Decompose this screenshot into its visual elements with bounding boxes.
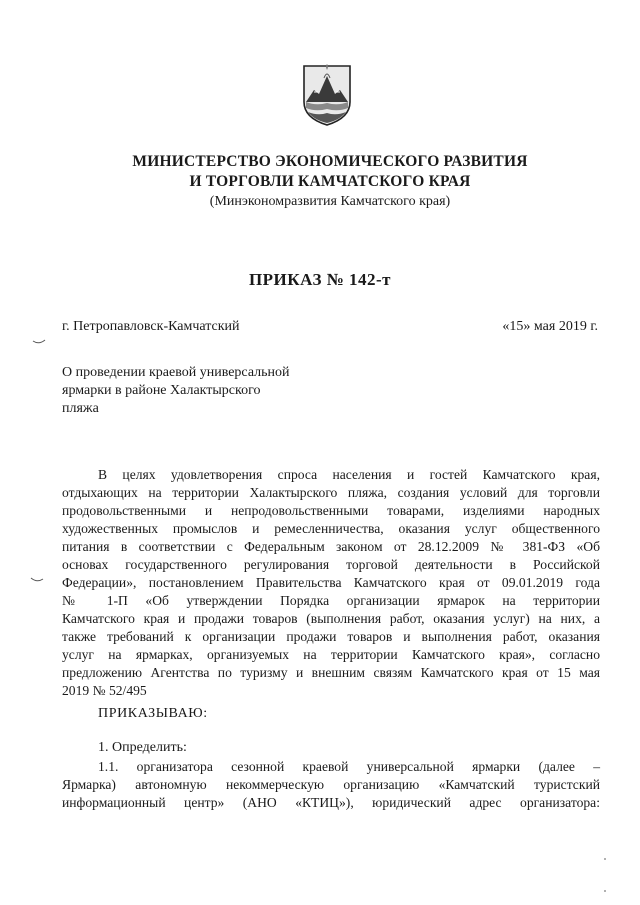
- scan-speck: [604, 858, 606, 860]
- preamble-line: питания в соответствии с Федеральным законом от 28.12.2009 № 381-ФЗ «Об: [62, 539, 600, 554]
- scan-mark: [32, 337, 46, 345]
- ministry-short-name: (Минэкономразвития Камчатского края): [209, 194, 451, 209]
- subject-line: О проведении краевой универсальной: [62, 365, 290, 380]
- item-1-1-line: Ярмарка) автономную некоммерческую организацию «Камчатский туристский: [62, 777, 600, 792]
- scan-mark: [30, 575, 44, 583]
- preamble-line: услуг на ярмарках, организуемых на территории Камчатского края», согласно: [62, 647, 600, 662]
- ministry-name-line-1: МИНИСТЕРСТВО ЭКОНОМИЧЕСКОГО РАЗВИТИЯ: [132, 153, 528, 170]
- preamble-line: предложению Агентства по туризму и внешним связям Камчатского края от 15 мая: [62, 665, 600, 680]
- subject-line: ярмарки в районе Халактырского: [62, 383, 261, 398]
- preamble-line: продовольственными и непродовольственными товарами, изделиями народных: [62, 503, 600, 518]
- subject-line: пляжа: [62, 401, 99, 416]
- ministry-name-line-2: И ТОРГОВЛИ КАМЧАТСКОГО КРАЯ: [189, 173, 471, 190]
- kamchatka-coat-of-arms-icon: [300, 62, 354, 128]
- preamble-line: основах государственного регулирования торговой деятельности в Российской: [62, 557, 600, 572]
- order-keyword: ПРИКАЗЫВАЮ:: [98, 706, 208, 721]
- item-1-1-line: информационный центр» (АНО «КТИЦ»), юридический адрес организатора:: [62, 795, 600, 810]
- item-1-heading: 1. Определить:: [98, 740, 187, 755]
- item-1-1-line: 1.1. организатора сезонной краевой универсальной ярмарки (далее –: [98, 759, 600, 774]
- preamble-paragraph: [62, 466, 600, 700]
- ministry-header: [60, 152, 600, 211]
- order-title: ПРИКАЗ № 142-т: [248, 270, 392, 289]
- preamble-line: В целях удовлетворения спроса населения и гостей Камчатского края,: [98, 467, 600, 482]
- preamble-line: Федерации», постановлением Правительства Камчатского края от 09.01.2019 года: [62, 575, 600, 590]
- preamble-line: Камчатского края и продажи товаров (выполнения работ, оказания услуг) на них, а: [62, 611, 600, 626]
- order-subject: [62, 364, 342, 418]
- preamble-line: также требований к организации продажи товаров и выполнения работ, оказания: [62, 629, 600, 644]
- item-1-1-paragraph: [62, 758, 600, 812]
- preamble-line: художественных промыслов и ремесленничества, оказания услуг общественного: [62, 521, 600, 536]
- scan-speck: [604, 890, 606, 892]
- preamble-line: отдыхающих на территории Халактырского пляжа, создания условий для торговли: [62, 485, 600, 500]
- preamble-line: № 1-П «Об утверждении Порядка организации ярмарок на территории: [62, 593, 600, 608]
- preamble-line: 2019 № 52/495: [62, 683, 147, 698]
- order-city: г. Петропавловск-Камчатский: [62, 319, 240, 334]
- order-date: «15» мая 2019 г.: [502, 319, 598, 334]
